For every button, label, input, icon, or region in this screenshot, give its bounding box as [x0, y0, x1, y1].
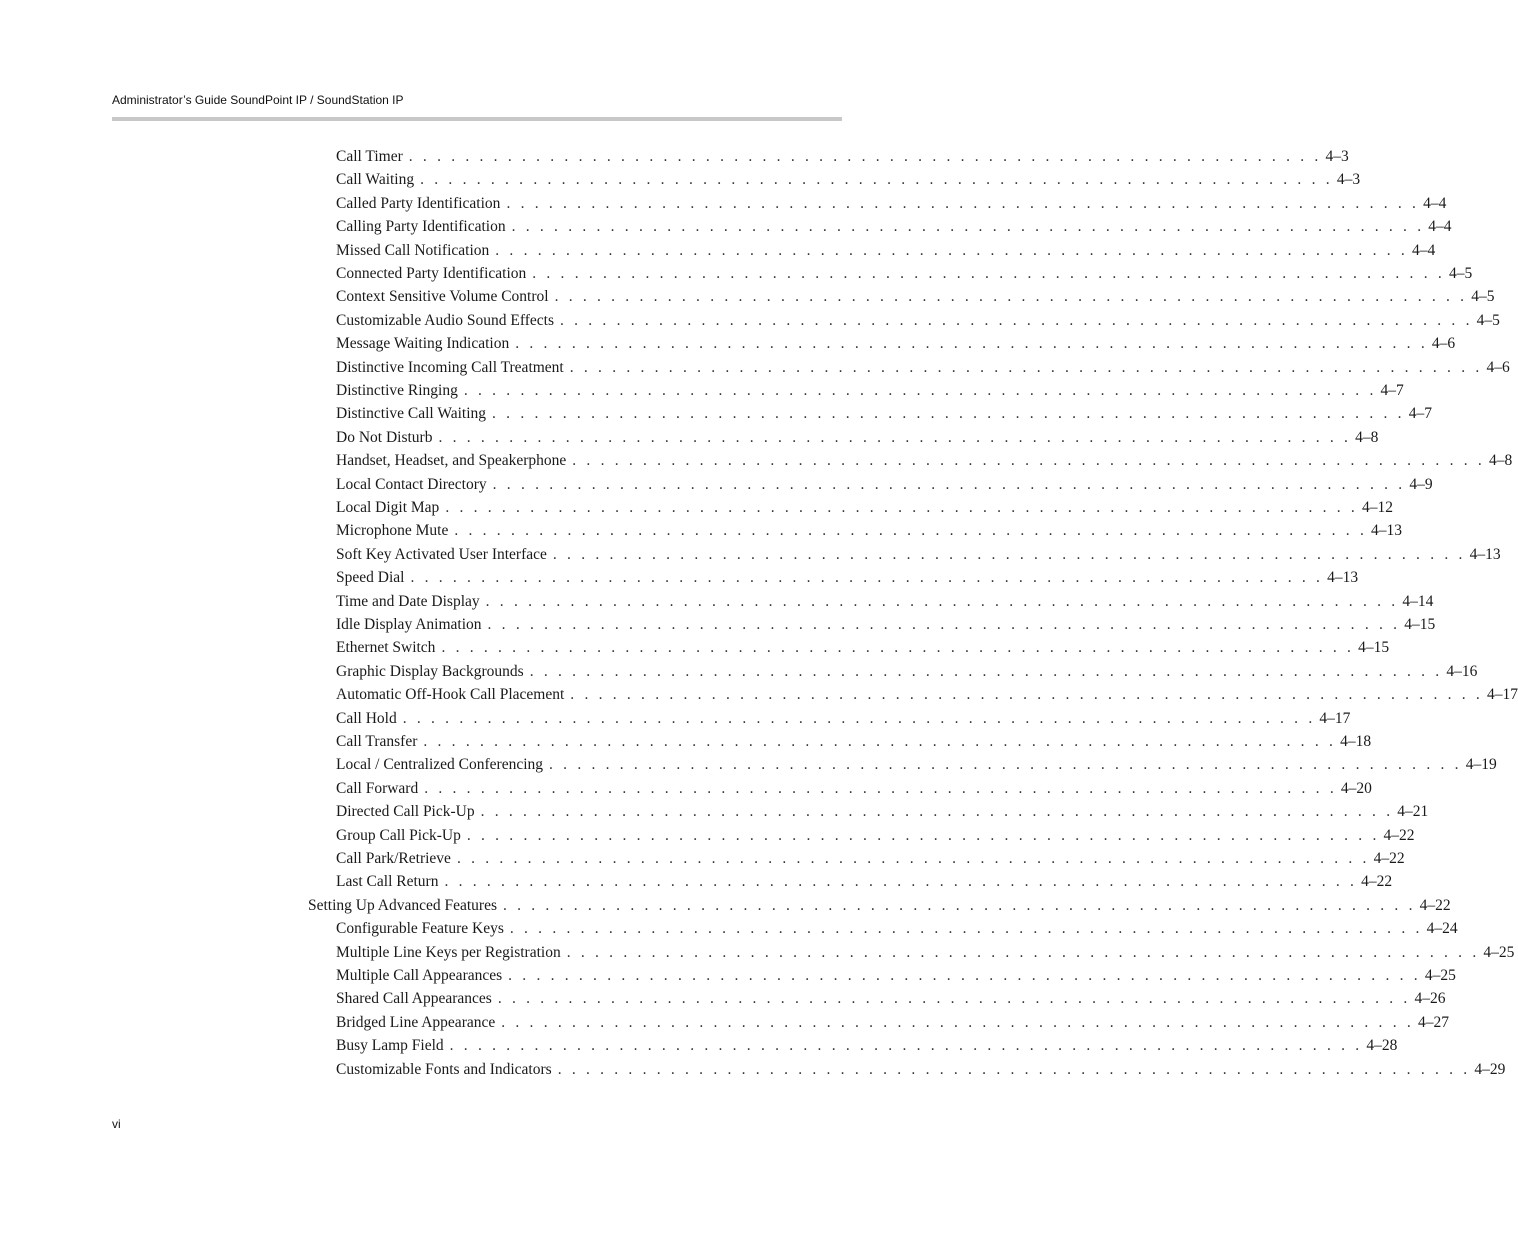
- toc-entry[interactable]: [336, 686, 1518, 708]
- toc-dot-leader: . . . . . . . . . . . . . . . . . . . . . . . . . . . . . . . . . . . . . . . . . . . . . . . . . . . . . . . . . . . . . . . . .: [480, 803, 1394, 821]
- toc-entry[interactable]: [336, 1013, 1449, 1036]
- toc-entry-title: Configurable Feature Keys: [336, 920, 504, 938]
- toc-entry-title: Bridged Line Appearance: [336, 1013, 496, 1031]
- toc-entry[interactable]: [336, 850, 1405, 872]
- toc-dot-leader: . . . . . . . . . . . . . . . . . . . . . . . . . . . . . . . . . . . . . . . . . . . . . . . . . . . . . . . . . . . . . . . . .: [492, 405, 1405, 423]
- toc-dot-leader: . . . . . . . . . . . . . . . . . . . . . . . . . . . . . . . . . . . . . . . . . . . . . . . . . . . . . . . . . . . . . . . . .: [487, 616, 1401, 633]
- toc-dot-leader: . . . . . . . . . . . . . . . . . . . . . . . . . . . . . . . . . . . . . . . . . . . . . . . . . . . . . . . . . . . . . . . . .: [466, 826, 1380, 844]
- toc-dot-leader: . . . . . . . . . . . . . . . . . . . . . . . . . . . . . . . . . . . . . . . . . . . . . . . . . . . . . . . . . . . . . . . . .: [502, 896, 1416, 914]
- toc-dot-leader: . . . . . . . . . . . . . . . . . . . . . . . . . . . . . . . . . . . . . . . . . . . . . . . . . . . . . . . . . . . . . . . . .: [515, 335, 1428, 353]
- toc-entry[interactable]: [336, 779, 1372, 802]
- toc-dot-leader: . . . . . . . . . . . . . . . . . . . . . . . . . . . . . . . . . . . . . . . . . . . . . . . . . . . . . . . . . . . . . . . . .: [572, 452, 1485, 470]
- toc-entry[interactable]: [336, 943, 1515, 966]
- toc-entry-title: Handset, Headset, and Speakerphone: [336, 452, 567, 470]
- toc-entry-page: 4–9: [1409, 475, 1433, 493]
- toc-dot-leader: . . . . . . . . . . . . . . . . . . . . . . . . . . . . . . . . . . . . . . . . . . . . . . . . . . . . . . . . . . . . . . . . .: [506, 194, 1420, 212]
- toc-entry[interactable]: [336, 920, 1458, 942]
- toc-entry[interactable]: [336, 452, 1513, 474]
- toc-entry-page: 4–14: [1402, 592, 1434, 610]
- toc-entry-title: Ethernet Switch: [336, 639, 436, 657]
- toc-entry-page: 4–15: [1358, 639, 1390, 657]
- toc-entry[interactable]: [336, 709, 1351, 732]
- toc-entry-page: 4–13: [1469, 545, 1501, 563]
- toc-entry-page: 4–4: [1423, 194, 1447, 212]
- toc-entry[interactable]: [336, 569, 1359, 591]
- toc-entry-title: Distinctive Ringing: [336, 382, 458, 399]
- toc-entry-page: 4–18: [1340, 733, 1372, 750]
- toc-entry-title: Customizable Fonts and Indicators: [336, 1060, 552, 1078]
- toc-entry-title: Time and Date Display: [336, 592, 480, 610]
- toc-entry-title: Microphone Mute: [336, 522, 449, 540]
- toc-entry[interactable]: [336, 405, 1432, 427]
- toc-entry-page: 4–5: [1471, 288, 1495, 306]
- toc-dot-leader: . . . . . . . . . . . . . . . . . . . . . . . . . . . . . . . . . . . . . . . . . . . . . . . . . . . . . . . . . . . . . . . . .: [509, 920, 1423, 938]
- toc-entry-title: Local Digit Map: [336, 499, 440, 516]
- toc-entry-page: 4–24: [1426, 920, 1458, 938]
- toc-entry-page: 4–22: [1419, 896, 1451, 914]
- toc-entry-title: Call Transfer: [336, 733, 418, 750]
- toc-entry[interactable]: [336, 335, 1456, 357]
- toc-entry[interactable]: [336, 662, 1478, 685]
- toc-dot-leader: . . . . . . . . . . . . . . . . . . . . . . . . . . . . . . . . . . . . . . . . . . . . . . . . . . . . . . . . . . . . . . . . .: [495, 241, 1408, 259]
- toc-entry[interactable]: [336, 522, 1403, 544]
- toc-entry[interactable]: [336, 311, 1500, 334]
- toc-entry[interactable]: [336, 382, 1404, 404]
- toc-entry[interactable]: [336, 171, 1361, 193]
- toc-entry-page: 4–4: [1428, 218, 1452, 236]
- toc-entry-title: Call Park/Retrieve: [336, 850, 451, 867]
- toc-entry-title: Context Sensitive Volume Control: [336, 288, 549, 306]
- toc-entry-title: Directed Call Pick-Up: [336, 803, 475, 821]
- toc-dot-leader: . . . . . . . . . . . . . . . . . . . . . . . . . . . . . . . . . . . . . . . . . . . . . . . . . . . . . . . . . . . . . . . . .: [408, 148, 1322, 165]
- toc-entry-page: 4–12: [1362, 499, 1393, 516]
- toc-entry-title: Connected Party Identification: [336, 265, 527, 282]
- toc-entry-title: Message Waiting Indication: [336, 335, 510, 353]
- toc-entry[interactable]: [336, 545, 1501, 568]
- toc-dot-leader: . . . . . . . . . . . . . . . . . . . . . . . . . . . . . . . . . . . . . . . . . . . . . . . . . . . . . . . . . . . . . . . . .: [501, 1013, 1414, 1031]
- toc-entry[interactable]: [336, 428, 1379, 451]
- toc-entry-page: 4–8: [1355, 428, 1379, 446]
- toc-entry[interactable]: [336, 639, 1390, 661]
- page-number: vi: [112, 1117, 121, 1131]
- toc-entry-title: Shared Call Appearances: [336, 990, 492, 1008]
- toc-dot-leader: . . . . . . . . . . . . . . . . . . . . . . . . . . . . . . . . . . . . . . . . . . . . . . . . . . . . . . . . . . . . . . . . .: [566, 943, 1480, 961]
- toc-entry-title: Speed Dial: [336, 569, 405, 587]
- toc-entry-page: 4–5: [1476, 311, 1500, 329]
- toc-dot-leader: . . . . . . . . . . . . . . . . . . . . . . . . . . . . . . . . . . . . . . . . . . . . . . . . . . . . . . . . . . . . . . . . .: [445, 499, 1358, 516]
- toc-dot-leader: . . . . . . . . . . . . . . . . . . . . . . . . . . . . . . . . . . . . . . . . . . . . . . . . . . . . . . . . . . . . . . . . .: [511, 218, 1425, 236]
- toc-entry-title: Busy Lamp Field: [336, 1037, 444, 1055]
- toc-dot-leader: . . . . . . . . . . . . . . . . . . . . . . . . . . . . . . . . . . . . . . . . . . . . . . . . . . . . . . . . . . . . . . . . .: [441, 639, 1355, 657]
- toc-entry-page: 4–6: [1486, 358, 1510, 376]
- toc-dot-leader: . . . . . . . . . . . . . . . . . . . . . . . . . . . . . . . . . . . . . . . . . . . . . . . . . . . . . . . . . . . . . . . . .: [410, 569, 1324, 587]
- toc-dot-leader: . . . . . . . . . . . . . . . . . . . . . . . . . . . . . . . . . . . . . . . . . . . . . . . . . . . . . . . . . . . . . . . . .: [569, 358, 1483, 376]
- toc-entry[interactable]: [336, 616, 1436, 638]
- toc-dot-leader: . . . . . . . . . . . . . . . . . . . . . . . . . . . . . . . . . . . . . . . . . . . . . . . . . . . . . . . . . . . . . . . . .: [532, 265, 1445, 282]
- toc-entry-page: 4–28: [1366, 1037, 1398, 1055]
- toc-dot-leader: . . . . . . . . . . . . . . . . . . . . . . . . . . . . . . . . . . . . . . . . . . . . . . . . . . . . . . . . . . . . . . . . .: [420, 171, 1333, 189]
- toc-entry[interactable]: [336, 265, 1473, 287]
- toc-entry-page: 4–3: [1336, 171, 1361, 189]
- toc-entry-title: Calling Party Identification: [336, 218, 506, 236]
- toc-entry-title: Distinctive Call Waiting: [336, 405, 487, 423]
- toc-entry-page: 4–5: [1448, 265, 1473, 282]
- toc-entry-title: Last Call Return: [336, 873, 439, 891]
- toc-dot-leader: . . . . . . . . . . . . . . . . . . . . . . . . . . . . . . . . . . . . . . . . . . . . . . . . . . . . . . . . . . . . . . . . .: [497, 990, 1411, 1008]
- toc-entry-page: 4–7: [1408, 405, 1432, 423]
- toc-entry-page: 4–25: [1424, 967, 1456, 984]
- toc-entry[interactable]: [336, 475, 1433, 498]
- toc-dot-leader: . . . . . . . . . . . . . . . . . . . . . . . . . . . . . . . . . . . . . . . . . . . . . . . . . . . . . . . . . . . . . . . . .: [454, 522, 1368, 540]
- toc-entry-title: Local / Centralized Conferencing: [336, 756, 544, 774]
- toc-dot-leader: . . . . . . . . . . . . . . . . . . . . . . . . . . . . . . . . . . . . . . . . . . . . . . . . . . . . . . . . . . . . . . . . .: [552, 545, 1466, 563]
- toc-entry-page: 4–20: [1340, 779, 1372, 797]
- header-divider: [112, 117, 842, 121]
- toc-entry-title: Call Hold: [336, 709, 397, 727]
- toc-entry[interactable]: [308, 896, 1451, 919]
- toc-entry[interactable]: [336, 873, 1393, 895]
- toc-dot-leader: . . . . . . . . . . . . . . . . . . . . . . . . . . . . . . . . . . . . . . . . . . . . . . . . . . . . . . . . . . . . . . . . .: [456, 850, 1370, 867]
- toc-entry-title: Call Forward: [336, 779, 419, 797]
- toc-entry[interactable]: [336, 826, 1415, 849]
- toc-entry-page: 4–16: [1446, 662, 1478, 680]
- toc-entry-page: 4–13: [1371, 522, 1403, 540]
- toc-dot-leader: . . . . . . . . . . . . . . . . . . . . . . . . . . . . . . . . . . . . . . . . . . . . . . . . . . . . . . . . . . . . . . . . .: [529, 662, 1443, 680]
- toc-entry-title: Customizable Audio Sound Effects: [336, 311, 554, 329]
- toc-entry-page: 4–8: [1488, 452, 1513, 470]
- toc-entry-page: 4–13: [1327, 569, 1359, 587]
- toc-entry-title: Idle Display Animation: [336, 616, 482, 633]
- toc-dot-leader: . . . . . . . . . . . . . . . . . . . . . . . . . . . . . . . . . . . . . . . . . . . . . . . . . . . . . . . . . . . . . . . . .: [559, 311, 1473, 329]
- toc-entry-title: Local Contact Directory: [336, 475, 487, 493]
- toc-dot-leader: . . . . . . . . . . . . . . . . . . . . . . . . . . . . . . . . . . . . . . . . . . . . . . . . . . . . . . . . . . . . . . . . .: [402, 709, 1316, 727]
- toc-entry[interactable]: [336, 733, 1372, 755]
- toc-entry[interactable]: [336, 1060, 1506, 1083]
- toc-entry-page: 4–22: [1373, 850, 1405, 867]
- toc-entry[interactable]: [336, 592, 1434, 615]
- toc-entry-page: 4–22: [1361, 873, 1393, 891]
- toc-entry-page: 4–3: [1325, 148, 1349, 165]
- toc-entry[interactable]: [336, 241, 1436, 264]
- toc-entry[interactable]: [336, 148, 1349, 170]
- toc-entry[interactable]: [336, 803, 1429, 825]
- toc-entry-page: 4–7: [1380, 382, 1404, 399]
- toc-entry[interactable]: [336, 194, 1447, 217]
- toc-entry-title: Setting Up Advanced Features: [308, 896, 497, 914]
- toc-dot-leader: . . . . . . . . . . . . . . . . . . . . . . . . . . . . . . . . . . . . . . . . . . . . . . . . . . . . . . . . . . . . . . . . .: [424, 779, 1337, 797]
- toc-entry-title: Do Not Disturb: [336, 428, 433, 446]
- toc-entry-title: Call Waiting: [336, 171, 415, 189]
- toc-entry-page: 4–15: [1404, 616, 1436, 633]
- toc-dot-leader: . . . . . . . . . . . . . . . . . . . . . . . . . . . . . . . . . . . . . . . . . . . . . . . . . . . . . . . . . . . . . . . . .: [492, 475, 1406, 493]
- toc-dot-leader: . . . . . . . . . . . . . . . . . . . . . . . . . . . . . . . . . . . . . . . . . . . . . . . . . . . . . . . . . . . . . . . . .: [423, 733, 1337, 750]
- toc-entry-title: Missed Call Notification: [336, 241, 490, 259]
- toc-entry-page: 4–25: [1483, 943, 1515, 961]
- toc-entry-title: Multiple Line Keys per Registration: [336, 943, 561, 961]
- toc-dot-leader: . . . . . . . . . . . . . . . . . . . . . . . . . . . . . . . . . . . . . . . . . . . . . . . . . . . . . . . . . . . . . . . . .: [557, 1060, 1471, 1078]
- toc-entry-page: 4–21: [1397, 803, 1429, 821]
- toc-entry[interactable]: [336, 358, 1510, 381]
- toc-entry[interactable]: [336, 499, 1393, 521]
- toc-entry[interactable]: [336, 967, 1456, 989]
- toc-entry[interactable]: [336, 990, 1446, 1012]
- toc-entry-title: Graphic Display Backgrounds: [336, 662, 524, 680]
- toc-dot-leader: . . . . . . . . . . . . . . . . . . . . . . . . . . . . . . . . . . . . . . . . . . . . . . . . . . . . . . . . . . . . . . . . .: [463, 382, 1377, 399]
- toc-entry-title: Call Timer: [336, 148, 403, 165]
- toc-entry-page: 4–27: [1417, 1013, 1449, 1031]
- toc-entry-page: 4–4: [1411, 241, 1436, 259]
- toc-dot-leader: . . . . . . . . . . . . . . . . . . . . . . . . . . . . . . . . . . . . . . . . . . . . . . . . . . . . . . . . . . . . . . . . .: [570, 686, 1483, 704]
- toc-entry-page: 4–6: [1431, 335, 1456, 353]
- toc-dot-leader: . . . . . . . . . . . . . . . . . . . . . . . . . . . . . . . . . . . . . . . . . . . . . . . . . . . . . . . . . . . . . . . . .: [485, 592, 1399, 610]
- toc-dot-leader: . . . . . . . . . . . . . . . . . . . . . . . . . . . . . . . . . . . . . . . . . . . . . . . . . . . . . . . . . . . . . . . . .: [438, 428, 1352, 446]
- toc-entry-page: 4–17: [1486, 686, 1518, 704]
- toc-entry-title: Multiple Call Appearances: [336, 967, 503, 984]
- toc-entry-title: Soft Key Activated User Interface: [336, 545, 547, 563]
- toc-entry-page: 4–17: [1319, 709, 1351, 727]
- toc-entry[interactable]: [336, 756, 1497, 778]
- toc-entry-page: 4–22: [1383, 826, 1415, 844]
- toc-dot-leader: . . . . . . . . . . . . . . . . . . . . . . . . . . . . . . . . . . . . . . . . . . . . . . . . . . . . . . . . . . . . . . . . .: [554, 288, 1468, 306]
- toc-entry-page: 4–29: [1474, 1060, 1506, 1078]
- running-header: Administrator’s Guide SoundPoint IP / SoundStation IP: [112, 93, 404, 107]
- toc-dot-leader: . . . . . . . . . . . . . . . . . . . . . . . . . . . . . . . . . . . . . . . . . . . . . . . . . . . . . . . . . . . . . . . . .: [549, 756, 1462, 774]
- toc-entry[interactable]: [336, 218, 1452, 240]
- toc-entry-title: Group Call Pick-Up: [336, 826, 461, 844]
- toc-dot-leader: . . . . . . . . . . . . . . . . . . . . . . . . . . . . . . . . . . . . . . . . . . . . . . . . . . . . . . . . . . . . . . . . .: [444, 873, 1358, 891]
- toc-dot-leader: . . . . . . . . . . . . . . . . . . . . . . . . . . . . . . . . . . . . . . . . . . . . . . . . . . . . . . . . . . . . . . . . .: [508, 967, 1421, 984]
- toc-entry-title: Automatic Off-Hook Call Placement: [336, 686, 565, 704]
- toc-entry[interactable]: [336, 1037, 1398, 1059]
- toc-dot-leader: . . . . . . . . . . . . . . . . . . . . . . . . . . . . . . . . . . . . . . . . . . . . . . . . . . . . . . . . . . . . . . . . .: [449, 1037, 1363, 1055]
- toc-entry-title: Distinctive Incoming Call Treatment: [336, 358, 564, 376]
- toc-entry-page: 4–19: [1465, 756, 1497, 774]
- toc-entry-title: Called Party Identification: [336, 194, 501, 212]
- toc-entry-page: 4–26: [1414, 990, 1446, 1008]
- toc-entry[interactable]: [336, 288, 1495, 310]
